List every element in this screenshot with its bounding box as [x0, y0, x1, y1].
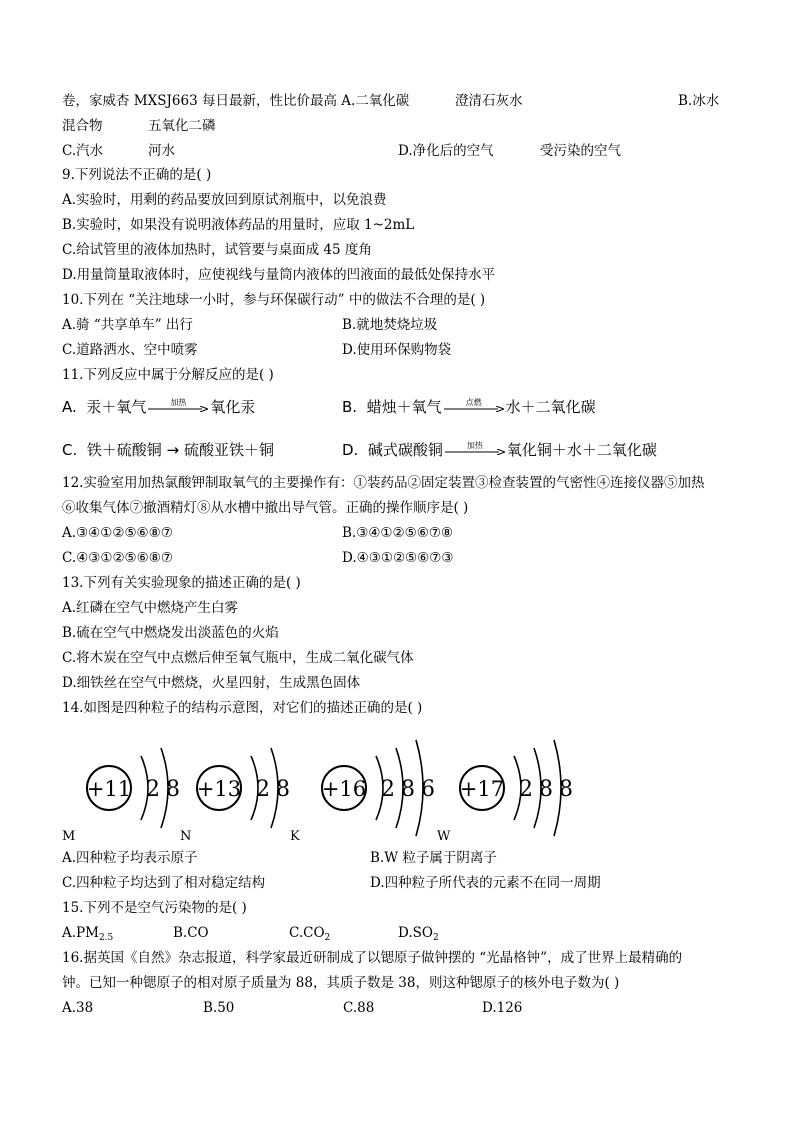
prev-option-a-2: 澄清石灰水 [455, 93, 523, 109]
particle-K [290, 740, 435, 844]
shell-electron-count: 8 [539, 777, 553, 802]
q9-option-c: C.给试管里的液体加热时，试管要与桌面成 45 度角 [62, 242, 372, 258]
prev-option-b-1: 混合物 [62, 118, 103, 134]
q16-option-d: D.126 [482, 1000, 523, 1016]
shell-electron-count: 8 [276, 777, 290, 802]
q10-option-d: D.使用环保购物袋 [342, 342, 452, 358]
q15-d-subscript: 2 [432, 933, 439, 943]
q11-d-reactants: 碱式碳酸铜 [367, 441, 443, 459]
q14-option-d: D.四种粒子所代表的元素不在同一周期 [370, 875, 601, 891]
q11-b-reactants: 蜡烛＋氧气 [366, 398, 442, 416]
shell-electron-count: 8 [559, 777, 573, 802]
particle-label: M [62, 829, 76, 844]
q11-b-label: B. [342, 398, 358, 416]
q15-option-c [289, 924, 330, 947]
q15-option-d [398, 924, 439, 947]
q11-a-label: A. [62, 398, 77, 416]
q16-stem-2: 钟。已知一种锶原子的相对原子质量为 88，其质子数是 38，则这种锶原子的核外电子数为( ) [62, 975, 620, 991]
prev-option-b: B.冰水 [678, 93, 720, 109]
q14-option-c: C.四种粒子均达到了相对稳定结构 [62, 875, 266, 891]
q11-stem: 11.下列反应中属于分解反应的是( ) [62, 367, 274, 383]
q13-option-a: A.红磷在空气中燃烧产生白雾 [62, 600, 239, 616]
q15-option-a [62, 924, 113, 947]
q13-option-b: B.硫在空气中燃烧发出淡蓝色的火焰 [62, 625, 279, 641]
particle-N [180, 748, 290, 844]
prev-option-a: 卷，家威杏 MXSJ663 每日最新，性比价最高 A.二氧化碳 [62, 93, 410, 109]
q14-option-b: B.W 粒子属于阴离子 [370, 850, 497, 866]
shell-electron-count: 2 [256, 777, 270, 802]
q15-a-subscript: 2.5 [98, 933, 114, 943]
shell-electron-count: 2 [519, 777, 533, 802]
q16-option-c: C.88 [343, 1000, 375, 1016]
q16-option-a: A.38 [62, 1000, 94, 1016]
q12-option-b: B.③④①②⑤⑥⑦⑧ [342, 525, 454, 541]
q15-option-b: B.CO [173, 925, 209, 941]
q11-c-label: C. [62, 441, 78, 459]
q13-option-d: D.细铁丝在空气中燃烧，火星四射，生成黑色固体 [62, 675, 361, 691]
particle-label: K [290, 829, 300, 844]
particle-structure-diagram [62, 720, 582, 845]
q11-d-products: 氧化铜＋水＋二氧化碳 [506, 441, 657, 459]
q16-stem-1: 16.据英国《自然》杂志报道，科学家最近研制成了以锶原子做钟摆的 “光晶格钟”，成了世界上最精确的 [62, 950, 683, 966]
prev-option-c-2: 河水 [148, 143, 175, 159]
shell-electron-count: 2 [381, 777, 395, 802]
shell-electron-count: 6 [421, 777, 435, 802]
particle-W [437, 740, 573, 844]
q11-d-label: D. [342, 441, 359, 459]
shell-electron-count: 8 [166, 777, 180, 802]
q12-option-c: C.④③①②⑤⑥⑧⑦ [62, 550, 173, 566]
reaction-arrow-icon [148, 397, 208, 415]
nucleus-charge: +13 [196, 777, 242, 801]
particle-label: W [437, 829, 451, 844]
q12-option-a: A.③④①②⑤⑥⑧⑦ [62, 525, 173, 541]
q14-stem: 14.如图是四种粒子的结构示意图，对它们的描述正确的是( ) [62, 700, 423, 716]
prev-question-line-1 [62, 92, 409, 110]
q11-b-condition: 点燃 [465, 397, 482, 407]
prev-option-b-2: 五氧化二磷 [148, 118, 216, 134]
q12-stem-1: 12.实验室用加热氯酸钾制取氧气的主要操作有：①装药品②固定装置③检查装置的气密性④连接仪器⑤加热 [62, 475, 705, 491]
q16-option-b: B.50 [203, 1000, 235, 1016]
q11-c-reactants: 铁＋硫酸铜 [86, 441, 162, 459]
q15-c-text: C.CO [289, 925, 325, 941]
q11-b-products: 水＋二氧化碳 [505, 398, 596, 416]
particle-label: N [180, 829, 192, 844]
q15-stem: 15.下列不是空气污染物的是( ) [62, 900, 247, 916]
particle-M [62, 748, 180, 844]
prev-option-c-1: C.汽水 [62, 143, 104, 159]
reaction-arrow-icon [445, 440, 505, 458]
reaction-arrow-icon [444, 397, 504, 415]
q13-option-c: C.将木炭在空气中点燃后伸至氧气瓶中，生成二氧化碳气体 [62, 650, 414, 666]
q11-c-products: 硫酸亚铁＋铜 [183, 441, 274, 459]
prev-option-d-2: 受污染的空气 [540, 143, 621, 159]
q9-option-b: B.实验时，如果没有说明液体药品的用量时，应取 1~2mL [62, 217, 415, 233]
nucleus-charge: +11 [86, 777, 132, 801]
q13-stem: 13.下列有关实验现象的描述正确的是( ) [62, 575, 301, 591]
q9-option-d: D.用量筒量取液体时，应使视线与量筒内液体的凹液面的最低处保持水平 [62, 267, 496, 283]
q11-d-condition: 加热 [466, 440, 483, 450]
q12-stem-2: ⑥收集气体⑦撤酒精灯⑧从水槽中撤出导气管。正确的操作顺序是( ) [62, 500, 469, 516]
q9-stem: 9.下列说法不正确的是( ) [62, 167, 212, 183]
q10-option-c: C.道路洒水、空中喷雾 [62, 342, 198, 358]
q10-option-a: A.骑 “共享单车” 出行 [62, 317, 193, 333]
shell-electron-count: 2 [146, 777, 160, 802]
q11-option-d [342, 440, 657, 460]
q11-a-reactants: 汞＋氧气 [86, 398, 147, 416]
q10-option-b: B.就地焚烧垃圾 [342, 317, 438, 333]
q11-option-b [342, 397, 596, 417]
nucleus-charge: +17 [459, 777, 505, 801]
q15-c-subscript: 2 [324, 933, 331, 943]
q11-option-a [62, 397, 255, 417]
q11-a-products: 氧化汞 [210, 398, 256, 416]
shell-electron-count: 8 [401, 777, 415, 802]
q15-d-text: D.SO [398, 925, 433, 941]
prev-option-d-1: D.净化后的空气 [398, 143, 494, 159]
q11-c-arrow: → [166, 441, 180, 459]
q12-option-d: D.④③①②⑤⑥⑦③ [342, 550, 454, 566]
q15-a-text: A.PM [62, 925, 99, 941]
q14-option-a: A.四种粒子均表示原子 [62, 850, 198, 866]
q11-a-condition: 加热 [170, 397, 187, 407]
q11-option-c [62, 440, 274, 460]
q9-option-a: A.实验时，用剩的药品要放回到原试剂瓶中，以免浪费 [62, 192, 387, 208]
nucleus-charge: +16 [321, 777, 367, 801]
q10-stem: 10.下列在 “关注地球一小时，参与环保碳行动” 中的做法不合理的是( ) [62, 292, 486, 308]
